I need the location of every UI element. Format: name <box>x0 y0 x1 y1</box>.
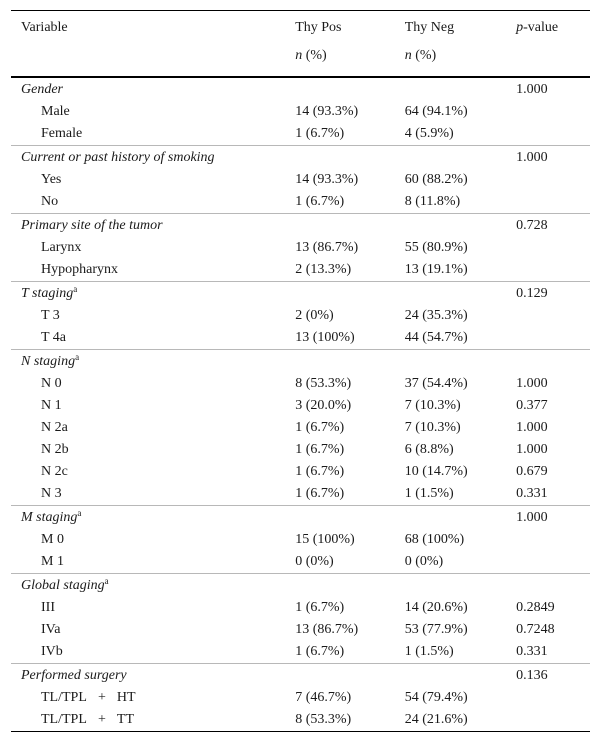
thy-neg-value: 54 (79.4%) <box>404 690 468 705</box>
group-p-value <box>516 574 590 598</box>
row-p-value: 0.2849 <box>516 600 555 615</box>
row-p-value <box>516 529 590 551</box>
row-p-value: 0.377 <box>516 398 548 413</box>
thy-pos-value: 13 (86.7%) <box>295 240 359 255</box>
surgery-label <box>41 712 134 728</box>
footnote-marker: a <box>77 507 82 518</box>
surgery-label-part: TT <box>116 712 134 727</box>
header-p-value <box>516 11 590 45</box>
row-p-value <box>516 305 590 327</box>
footnote-marker: a <box>73 283 78 294</box>
row-label: IVa <box>41 622 61 637</box>
row-label <box>11 709 295 732</box>
thy-pos-value: 2 (13.3%) <box>295 262 352 277</box>
thy-pos-value: 1 (6.7%) <box>295 126 345 141</box>
group-label-cell <box>11 506 295 530</box>
row-p-value: 0.679 <box>516 464 548 479</box>
group-label: Current or past history of smoking <box>21 149 215 165</box>
data-table <box>11 10 590 732</box>
table-row <box>11 395 590 417</box>
group-p-value: 1.000 <box>516 146 590 170</box>
row-p-value: 0.331 <box>516 644 548 659</box>
row-p-value: 1.000 <box>516 420 548 435</box>
row-label: T 3 <box>41 308 60 323</box>
group-row <box>11 77 590 101</box>
row-label: III <box>41 600 55 615</box>
surgery-label-part: TL/TPL <box>41 690 87 705</box>
group-label-cell <box>11 350 295 374</box>
footnote-marker: a <box>104 575 109 586</box>
thy-pos-value: 14 (93.3%) <box>295 172 359 187</box>
thy-neg-value: 37 (54.4%) <box>404 376 468 391</box>
group-label: Primary site of the tumor <box>21 217 163 233</box>
thy-neg-value: 44 (54.7%) <box>404 330 468 345</box>
row-p-value: 1.000 <box>516 442 548 457</box>
table-row <box>11 687 590 709</box>
row-p-value <box>516 169 590 191</box>
row-label: N 2a <box>41 420 68 435</box>
row-p-value <box>516 191 590 214</box>
thy-pos-value: 7 (46.7%) <box>295 690 352 705</box>
group-p-value: 0.136 <box>516 664 590 688</box>
group-row <box>11 574 590 598</box>
group-p-value: 0.728 <box>516 214 590 238</box>
table-body <box>11 77 590 732</box>
row-p-value <box>516 709 590 732</box>
group-label: N staging <box>21 353 76 369</box>
thy-neg-value: 0 (0%) <box>404 554 444 569</box>
table-row <box>11 641 590 664</box>
table-row <box>11 101 590 123</box>
table-row <box>11 327 590 350</box>
row-p-value: 0.7248 <box>516 622 555 637</box>
thy-pos-value: 2 (0%) <box>295 308 334 323</box>
thy-neg-value: 7 (10.3%) <box>404 398 461 413</box>
row-p-value <box>516 237 590 259</box>
footnote-marker: a <box>75 351 80 362</box>
table-row <box>11 169 590 191</box>
thy-neg-value: 64 (94.1%) <box>404 104 468 119</box>
header-variable: Variable <box>11 11 295 45</box>
thy-pos-value: 13 (86.7%) <box>295 622 359 637</box>
header-thy-neg: Thy Neg <box>405 11 516 45</box>
thy-pos-value: 3 (20.0%) <box>295 398 352 413</box>
thy-neg-value: 1 (1.5%) <box>404 644 454 659</box>
row-label: No <box>41 194 59 209</box>
row-label: Hypopharynx <box>41 262 118 277</box>
group-label: Performed surgery <box>21 667 127 683</box>
table-row <box>11 191 590 214</box>
thy-neg-value: 8 (11.8%) <box>404 194 461 209</box>
table-row <box>11 461 590 483</box>
group-row <box>11 214 590 238</box>
group-row <box>11 350 590 374</box>
row-p-value <box>516 101 590 123</box>
thy-pos-value: 8 (53.3%) <box>295 709 405 732</box>
table-row <box>11 597 590 619</box>
header-row <box>11 11 590 45</box>
row-label: Yes <box>41 172 62 187</box>
thy-neg-value: 24 (21.6%) <box>405 709 516 732</box>
group-label-cell <box>11 282 295 306</box>
thy-neg-value: 4 (5.9%) <box>404 126 454 141</box>
row-p-value <box>516 687 590 709</box>
table-row <box>11 619 590 641</box>
surgery-label-part: TL/TPL <box>41 712 87 727</box>
row-label: M 1 <box>41 554 64 569</box>
header-p-italic: p <box>516 19 524 35</box>
group-p-value: 0.129 <box>516 282 590 306</box>
group-label-cell <box>11 77 295 101</box>
characteristics-table <box>11 10 590 732</box>
group-row <box>11 282 590 306</box>
group-p-value: 1.000 <box>516 506 590 530</box>
table-row <box>11 529 590 551</box>
table-row <box>11 259 590 282</box>
header-thy-pos: Thy Pos <box>295 11 405 45</box>
thy-neg-value: 1 (1.5%) <box>404 486 454 501</box>
surgery-label-part: + <box>97 690 106 705</box>
group-label: M staging <box>21 509 78 525</box>
table-row <box>11 237 590 259</box>
row-label: IVb <box>41 644 63 659</box>
group-row <box>11 664 590 688</box>
table-header <box>11 11 590 78</box>
surgery-label-part: + <box>97 712 106 727</box>
thy-neg-value: 14 (20.6%) <box>404 600 468 615</box>
row-label: M 0 <box>41 532 64 547</box>
row-label: N 2b <box>41 442 69 457</box>
table-row <box>11 483 590 506</box>
thy-pos-value: 15 (100%) <box>295 532 355 547</box>
row-label: T 4a <box>41 330 67 345</box>
group-label: Gender <box>21 81 63 97</box>
thy-pos-value: 1 (6.7%) <box>295 442 345 457</box>
row-p-value <box>516 259 590 282</box>
thy-pos-value: 1 (6.7%) <box>295 600 345 615</box>
table-row <box>11 417 590 439</box>
thy-neg-value: 60 (88.2%) <box>404 172 468 187</box>
table-row <box>11 305 590 327</box>
thy-pos-value: 1 (6.7%) <box>295 420 345 435</box>
thy-neg-value: 6 (8.8%) <box>404 442 454 457</box>
thy-neg-value: 68 (100%) <box>404 532 465 547</box>
row-label <box>11 687 295 709</box>
thy-neg-value: 55 (80.9%) <box>404 240 468 255</box>
group-label-cell <box>11 574 295 598</box>
thy-neg-value: 7 (10.3%) <box>404 420 461 435</box>
group-label-cell <box>11 664 295 688</box>
header-n-pos: n (%) <box>295 44 405 77</box>
thy-pos-value: 1 (6.7%) <box>295 464 345 479</box>
row-label: N 3 <box>41 486 62 501</box>
row-label: N 2c <box>41 464 68 479</box>
group-label: Global staging <box>21 577 105 593</box>
header-p-rest: -value <box>523 19 559 35</box>
group-label-cell <box>11 146 295 170</box>
table-row <box>11 439 590 461</box>
row-label: Female <box>41 126 83 141</box>
group-label: T staging <box>21 285 74 301</box>
thy-neg-value: 13 (19.1%) <box>404 262 468 277</box>
row-label: Male <box>41 104 70 119</box>
table-row <box>11 373 590 395</box>
table-row <box>11 709 590 732</box>
group-p-value <box>516 350 590 374</box>
header-n-neg: n (%) <box>405 44 516 77</box>
group-row <box>11 506 590 530</box>
surgery-label-part: HT <box>116 690 136 705</box>
thy-pos-value: 1 (6.7%) <box>295 194 345 209</box>
row-label: N 0 <box>41 376 62 391</box>
group-row <box>11 146 590 170</box>
thy-neg-value: 53 (77.9%) <box>404 622 468 637</box>
row-p-value <box>516 327 590 350</box>
table-row <box>11 551 590 574</box>
row-label: N 1 <box>41 398 62 413</box>
thy-pos-value: 13 (100%) <box>295 330 355 345</box>
row-p-value: 1.000 <box>516 376 548 391</box>
thy-pos-value: 14 (93.3%) <box>295 104 359 119</box>
table-row <box>11 123 590 146</box>
row-label: Larynx <box>41 240 82 255</box>
group-label-cell <box>11 214 295 238</box>
thy-pos-value: 1 (6.7%) <box>295 644 345 659</box>
thy-neg-value: 10 (14.7%) <box>404 464 468 479</box>
thy-pos-value: 1 (6.7%) <box>295 486 345 501</box>
surgery-label <box>41 690 136 706</box>
row-p-value <box>516 123 590 146</box>
row-p-value <box>516 551 590 574</box>
group-p-value: 1.000 <box>516 81 548 97</box>
thy-pos-value: 0 (0%) <box>295 554 334 569</box>
thy-neg-value: 24 (35.3%) <box>404 308 468 323</box>
header-subrow <box>11 44 590 77</box>
row-p-value: 0.331 <box>516 486 548 501</box>
thy-pos-value: 8 (53.3%) <box>295 376 352 391</box>
